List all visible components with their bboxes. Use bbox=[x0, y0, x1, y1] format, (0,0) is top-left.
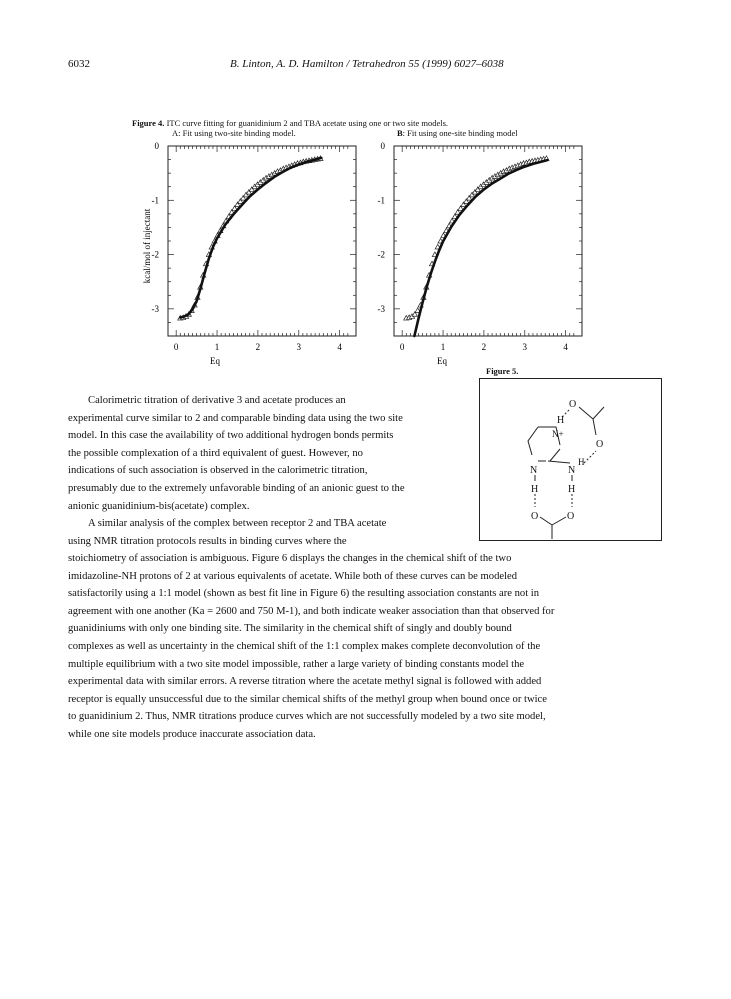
p2-line: to guanidinium 2. Thus, NMR titrations produce curves which are not successfully modeled by a two site model, bbox=[68, 711, 546, 723]
hbond-dash bbox=[584, 451, 596, 463]
panel-b-letter: B bbox=[397, 128, 403, 138]
acetate-bond bbox=[593, 407, 604, 419]
paragraph-1 bbox=[68, 392, 478, 550]
x-tick-label: 4 bbox=[337, 342, 342, 352]
y-tick-label: -3 bbox=[151, 303, 159, 314]
p1-line: experimental curve similar to 2 and comparable binding data using the two site bbox=[68, 412, 403, 424]
figure4-charts bbox=[130, 138, 590, 370]
figure4-label: Figure 4. bbox=[132, 118, 165, 128]
y-axis-label: kcal/mol of injectant bbox=[142, 208, 152, 284]
y-tick-label: 0 bbox=[154, 141, 159, 151]
x-tick-label: 2 bbox=[481, 342, 487, 352]
p2-line: complexes as well as uncertainty in the chemical shift of the 1:1 complex makes complete deconvolution of the bbox=[68, 640, 541, 652]
p2-line: A similar analysis of the complex between receptor 2 and TBA acetate bbox=[88, 518, 387, 530]
figure5-structure bbox=[480, 379, 661, 540]
p2-line: experimental data with similar errors. A reverse titration where the acetate methyl signal is followed with added bbox=[68, 676, 542, 688]
atom-h: H bbox=[568, 484, 576, 495]
p1-line: the possible complexation of a third equivalent of guest. However, no bbox=[68, 447, 363, 459]
x-tick-label: 2 bbox=[255, 342, 261, 352]
panel-a-letter: A bbox=[172, 128, 179, 138]
atom-h: H bbox=[557, 415, 565, 426]
x-tick-label: 1 bbox=[440, 342, 446, 352]
y-tick-label: 0 bbox=[380, 141, 385, 151]
atom-o: O bbox=[531, 511, 539, 522]
figure4-caption-text: ITC curve fitting for guanidinium 2 and TBA acetate using one or two site models. bbox=[166, 118, 449, 128]
atom-n-plus: N+ bbox=[552, 429, 564, 439]
p2-line: imidazoline-NH protons of 2 at various equivalents of acetate. While both of these curves can be modeled bbox=[68, 570, 518, 582]
panel-b-xlabel: Eq bbox=[437, 356, 447, 366]
atom-o: O bbox=[596, 439, 604, 450]
acetate-bond bbox=[552, 517, 566, 525]
atom-n: N bbox=[530, 465, 538, 476]
atom-h: H bbox=[578, 457, 585, 467]
panel-a-title bbox=[172, 128, 296, 138]
p1-line: model. In this case the availability of two additional hydrogen bonds permits bbox=[68, 430, 394, 442]
panel-a-xlabel: Eq bbox=[210, 356, 220, 366]
p2-line: stoichiometry of association is ambiguous. Figure 6 displays the changes in the chemical shift of the two bbox=[68, 553, 512, 564]
acetate-bond bbox=[540, 517, 552, 525]
p1-line: presumably due to the extremely unfavorable binding of an anionic guest to the bbox=[68, 482, 405, 494]
panel-a-title-text: : Fit using two-site binding model. bbox=[178, 128, 296, 138]
atom-o: O bbox=[567, 511, 575, 522]
x-tick-label: 0 bbox=[173, 342, 179, 352]
atom-o: O bbox=[569, 399, 577, 410]
page-number: 6032 bbox=[68, 58, 90, 70]
x-tick-label: 0 bbox=[399, 342, 405, 352]
figure4-caption bbox=[132, 118, 448, 128]
y-tick-label: -2 bbox=[377, 249, 385, 260]
p1-line: anionic guanidinium-bis(acetate) complex. bbox=[68, 500, 250, 512]
ring-bond bbox=[528, 427, 538, 455]
acetate-bond bbox=[593, 419, 596, 435]
p1-line: indications of such association is observed in the calorimetric titration, bbox=[68, 465, 368, 477]
figure5-box bbox=[479, 378, 662, 541]
x-tick-label: 1 bbox=[214, 342, 220, 352]
p2-line: guanidiniums with only one binding site. The similarity in the chemical shift of singly and doubly bound bbox=[68, 623, 512, 635]
y-tick-label: -1 bbox=[377, 195, 385, 206]
panel-b-title bbox=[397, 128, 518, 138]
p2-line: satisfactorily using a 1:1 model (shown as best fit line in Figure 6) the resulting association constants are not in bbox=[68, 588, 540, 600]
panel-b-plot bbox=[378, 141, 583, 352]
ring-bond bbox=[550, 449, 560, 461]
panel-b-title-text: : Fit using one-site binding model bbox=[402, 128, 518, 138]
atom-n: N bbox=[568, 465, 576, 476]
plot-frame bbox=[168, 146, 356, 336]
p1-line: Calorimetric titration of derivative 3 and acetate produces an bbox=[88, 395, 346, 406]
y-tick-label: -1 bbox=[151, 195, 159, 206]
y-tick-label: -3 bbox=[377, 303, 385, 314]
figure5-label: Figure 5. bbox=[486, 366, 519, 376]
p2-line: multiple equilibrium with a two site model impossible, rather a large variety of binding constants model the bbox=[68, 658, 525, 670]
panel-a-plot bbox=[152, 141, 357, 352]
acetate-bond bbox=[579, 407, 593, 419]
p2-line: while one site models produce inaccurate association data. bbox=[68, 728, 316, 740]
x-tick-label: 3 bbox=[522, 342, 528, 352]
atom-h: H bbox=[531, 484, 539, 495]
c-n-bond bbox=[548, 461, 570, 463]
p2-line: receptor is equally unsuccessful due to the similar chemical shifts of the methyl group when bound once or twice bbox=[68, 693, 547, 705]
p2-line: agreement with one another (Ka = 2600 and 750 M-1), and both indicate weaker association than that observed for bbox=[68, 605, 555, 617]
y-tick-label: -2 bbox=[151, 249, 159, 260]
fit-line bbox=[180, 158, 321, 318]
x-tick-label: 4 bbox=[563, 342, 568, 352]
running-head: B. Linton, A. D. Hamilton / Tetrahedron 55 (1999) 6027–6038 bbox=[230, 58, 504, 70]
x-tick-label: 3 bbox=[296, 342, 302, 352]
paragraph-2 bbox=[68, 550, 668, 744]
p2-line: using NMR titration protocols results in binding curves where the bbox=[68, 535, 347, 547]
